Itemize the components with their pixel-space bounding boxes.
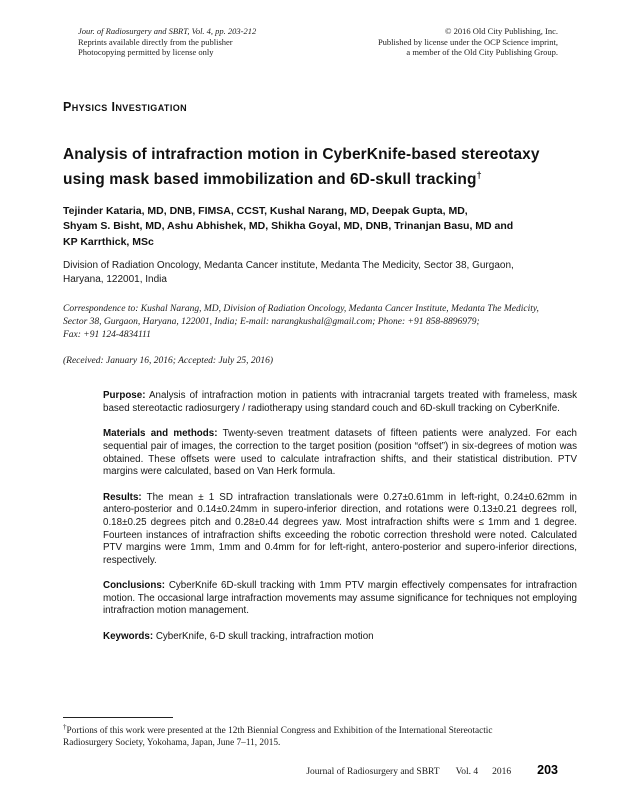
copyright-line: © 2016 Old City Publishing, Inc. [445,26,558,36]
results-text: The mean ± 1 SD intrafraction translationals were 0.27±0.61mm in left-right, 0.24±0.62mm in antero-posterior and 0.14±0.24mm in supero-inferior direction, and rotations were 0.13±0.21 degrees roll, 0.18±0.25 degrees pitch and 0.28±0.44 degrees yaw. Most intrafraction shifts were ≤ 1mm and 1 degree. Fourteen instances of intrafraction shifts exceeding the robotic correction threshold were noted. Calculated PTV margins were 1mm, 1mm and 0.4mm for for left-right, antero-posterior and supero-inferior directions, respectively. [103,491,577,566]
keywords-label: Keywords: [103,631,154,643]
purpose-text: Analysis of intrafraction motion in patients with intracranial targets treated with frameless, mask based stereotactic radiosurgery / radiotherapy using standard couch and 6D-skull tracking on CyberKnife. [103,390,577,414]
footnote-rule [63,717,173,718]
footer-journal-name: Journal of Radiosurgery and SBRT [306,767,440,777]
footnote-text-1: Portions of this work were presented at the 12th Biennial Congress and Exhibition of the International Stereotactic [66,726,493,736]
abstract-paragraph-results [103,492,577,568]
title-line-1: Analysis of intrafraction motion in CyberKnife-based stereotaxy [63,145,540,163]
correspondence-line: Fax: +91 124-4834111 [63,330,151,341]
footer-page-number: 203 [537,763,558,777]
reprints-note: Reprints available directly from the publisher [78,36,233,47]
keywords-text: CyberKnife, 6-D skull tracking, intrafraction motion [155,631,374,643]
purpose-label: Purpose: [103,390,146,402]
abstract-paragraph-keywords [103,631,577,644]
footnote-text-2: Radiosurgery Society, Yokohama, Japan, June 7–11, 2015. [63,738,281,748]
page-footer [63,763,577,777]
author-list [63,204,577,251]
section-label: Physics Investigation [63,99,188,114]
footer-volume: Vol. 4 [455,767,479,777]
publisher-group-line: a member of the Old City Publishing Group. [406,47,558,57]
conclusions-label: Conclusions: [103,580,166,592]
methods-label: Materials and methods: [103,428,218,440]
abstract-paragraph-purpose [103,390,577,415]
conclusions-text: CyberKnife 6D-skull tracking with 1mm PTV margin effectively compensates for intrafraction motion. The occasional large intrafraction movements may assume significance for techniques not employing intrafraction motion management. [103,580,577,617]
correspondence-line: Sector 38, Gurgaon, Haryana, 122001, India; E-mail: narangkushal@gmail.com; Phone: +91 858-8896979; [63,317,480,328]
received-accepted-dates: (Received: January 16, 2016; Accepted: July 25, 2016) [63,356,274,367]
title-dagger: † [476,169,482,180]
abstract-paragraph-conclusions [103,580,577,618]
results-label: Results: [103,491,142,503]
article-title [63,144,577,190]
correspondence-note [63,303,577,342]
presentation-footnote [63,717,577,749]
journal-masthead [63,26,577,58]
affiliation-line: Haryana, 122001, India [63,273,167,285]
masthead-right [378,26,558,58]
affiliation-line: Division of Radiation Oncology, Medanta Cancer institute, Medanta The Medicity, Sector 38, Gurgaon, [63,260,514,272]
author-line: KP Karrthick, MSc [63,235,154,248]
masthead-left [78,26,256,58]
footer-year: 2016 [492,767,512,777]
affiliation [63,259,577,286]
author-line: Tejinder Kataria, MD, DNB, FIMSA, CCST, Kushal Narang, MD, Deepak Gupta, MD, [63,204,468,217]
footnote-dagger: † [63,722,67,731]
abstract-paragraph-methods [103,428,577,478]
author-line: Shyam S. Bisht, MD, Ashu Abhishek, MD, Shikha Goyal, MD, DNB, Trinanjan Basu, MD and [63,220,514,233]
abstract [103,390,577,657]
title-line-2: using mask based immobilization and 6D-skull tracking [63,170,477,188]
photocopying-note: Photocopying permitted by license only [78,47,214,57]
license-line: Published by license under the OCP Science imprint, [377,36,558,47]
footnote-line [63,721,577,737]
journal-citation: Jour. of Radiosurgery and SBRT, Vol. 4, pp. 203-212 [78,26,257,36]
correspondence-line: Correspondence to: Kushal Narang, MD, Division of Radiation Oncology, Medanta Cancer Institute, Medanta The Medicity, [63,304,539,315]
methods-text: Twenty-seven treatment datasets of fifteen patients were analyzed. For each sequential pair of images, the correction to the target position (position “offset”) in six-degrees of motion was obtained. These offsets were used to calculate intrafraction shifts, and their statistical distribution. PTV margins were calculated, based on Van Herk formula. [103,428,578,478]
